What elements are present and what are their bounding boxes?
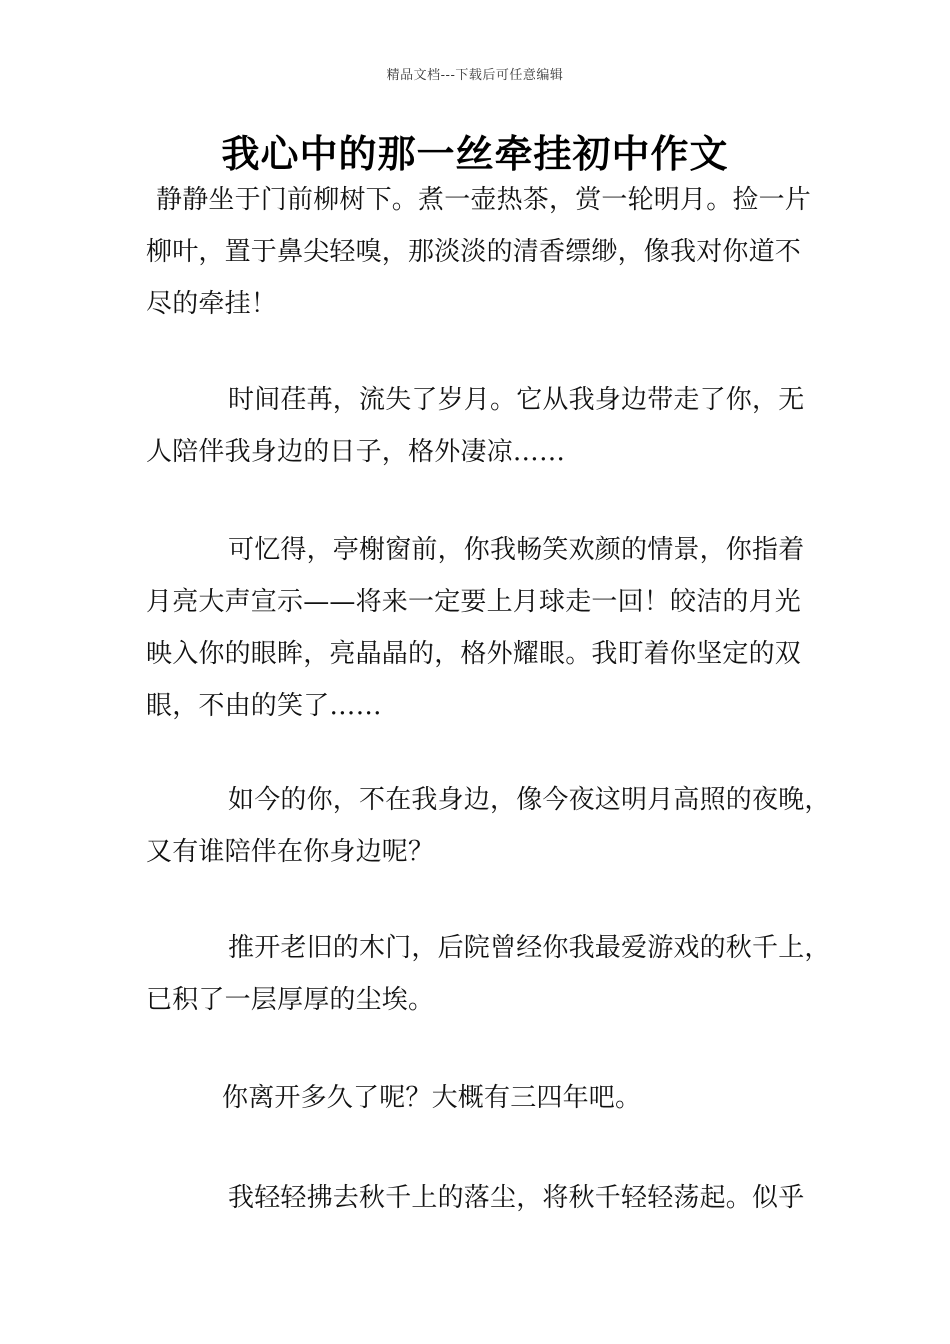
paragraph-2 — [146, 374, 826, 478]
paragraph-1 — [146, 174, 826, 330]
document-title: 我心中的那一丝牵挂初中作文 — [221, 132, 729, 176]
paragraph-4 — [146, 774, 831, 878]
paragraph-line: 尽的牵挂！ — [146, 289, 278, 319]
paragraph-line: 月亮大声宣示——将来一定要上月球走一回！皎洁的月光 — [146, 587, 802, 617]
paragraph-line: 推开老旧的木门，后院曾经你我最爱游戏的秋千上， — [228, 933, 831, 963]
paragraph-line: 映入你的眼眸，亮晶晶的，格外耀眼。我盯着你坚定的双 — [146, 639, 802, 669]
paragraph-line: 已积了一层厚厚的尘埃。 — [146, 985, 435, 1015]
paragraph-line: 时间荏苒，流失了岁月。它从我身边带走了你，无 — [228, 385, 805, 415]
paragraph-5 — [146, 922, 831, 1026]
paragraph-line: 柳叶，置于鼻尖轻嗅，那淡淡的清香缥缈，像我对你道不 — [146, 237, 802, 267]
paragraph-line: 如今的你，不在我身边，像今夜这明月高照的夜晚， — [228, 785, 831, 815]
paragraph-line: 眼，不由的笑了…… — [146, 691, 382, 721]
paragraph-3 — [146, 524, 826, 732]
paragraph-line: 我轻轻拂去秋千上的落尘，将秋千轻轻荡起。似乎 — [228, 1183, 805, 1213]
paragraph-7 — [146, 1172, 826, 1224]
paragraph-line: 又有谁陪伴在你身边呢？ — [146, 837, 435, 867]
paragraph-line: 你离开多久了呢？大概有三四年吧。 — [222, 1083, 642, 1113]
paragraph-6 — [146, 1072, 826, 1124]
page-header: 精品文档---下载后可任意编辑 — [386, 68, 564, 83]
paragraph-line: 静静坐于门前柳树下。煮一壶热茶，赏一轮明月。捡一片 — [156, 185, 812, 215]
paragraph-line: 人陪伴我身边的日子，格外凄凉…… — [146, 437, 566, 467]
paragraph-line: 可忆得，亭榭窗前，你我畅笑欢颜的情景，你指着 — [228, 535, 805, 565]
